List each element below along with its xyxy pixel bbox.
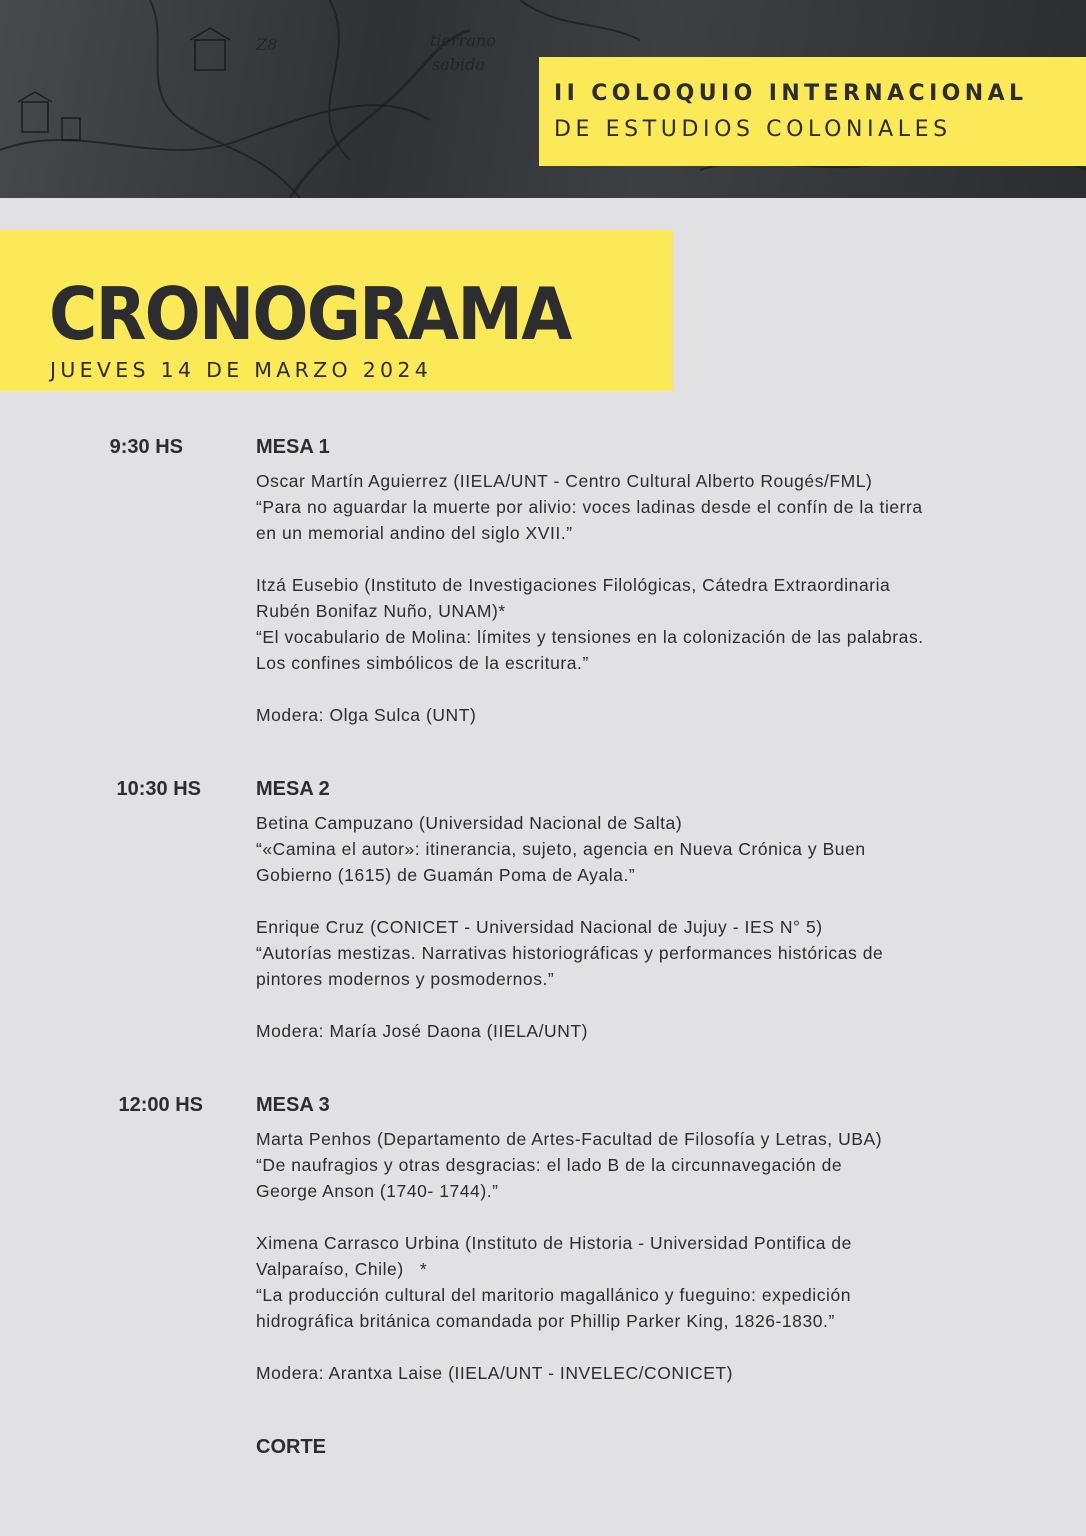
event-title-line-1: II COLOQUIO INTERNACIONAL (554, 81, 1028, 106)
schedule-heading (0, 230, 673, 391)
talk-speaker: Itzá Eusebio (Instituto de Investigaciones Filológicas, Cátedra Extraordinaria (256, 575, 891, 595)
session-moderator: Modera: Arantxa Laise (IIELA/UNT - INVELEC/CONICET) (256, 1363, 734, 1383)
talk-paper: “Para no aguardar la muerte por alivio: voces ladinas desde el confín de la tierra (256, 497, 923, 517)
talk-entry (256, 572, 1036, 676)
talk-entry (256, 914, 1036, 992)
talk-speaker: Enrique Cruz (CONICET - Universidad Nacional de Jujuy - IES N° 5) (256, 917, 823, 937)
session-time: 12:00 HS (118, 1094, 203, 1116)
break-label: CORTE (256, 1436, 326, 1458)
session-details (256, 810, 1036, 1044)
session-details (256, 468, 1036, 728)
session-title: MESA 1 (256, 436, 330, 458)
talk-paper: Los confines simbólicos de la escritura.” (256, 653, 589, 673)
talk-paper: hidrográfica británica comandada por Phillip Parker King, 1826-1830.” (256, 1311, 835, 1331)
session-time: 10:30 HS (116, 778, 201, 800)
talk-paper: “«Camina el autor»: itinerancia, sujeto, agencia en Nueva Crónica y Buen (256, 839, 866, 859)
talk-paper: “Autorías mestizas. Narrativas historiográficas y performances históricas de (256, 943, 884, 963)
session-moderator: Modera: María José Daona (IIELA/UNT) (256, 1021, 588, 1041)
talk-entry (256, 810, 1036, 888)
talk-entry (256, 1126, 1036, 1204)
page-title: CRONOGRAMA (49, 272, 571, 357)
talk-speaker: Ximena Carrasco Urbina (Instituto de Historia - Universidad Pontifica de (256, 1233, 852, 1253)
session-time: 9:30 HS (109, 436, 183, 458)
talk-speaker: Oscar Martín Aguierrez (IIELA/UNT - Centro Cultural Alberto Rougés/FML) (256, 471, 873, 491)
talk-paper: “De naufragios y otras desgracias: el lado B de la circunnavegación de (256, 1155, 843, 1175)
talk-speaker: Rubén Bonifaz Nuño, UNAM)* (256, 601, 506, 621)
talk-paper: George Anson (1740- 1744).” (256, 1181, 499, 1201)
svg-text:Z8: Z8 (256, 35, 278, 54)
session-title: MESA 3 (256, 1094, 330, 1116)
svg-text:tierrano: tierrano (430, 31, 496, 50)
session-moderator: Modera: Olga Sulca (UNT) (256, 705, 477, 725)
talk-paper: pintores modernos y posmodernos.” (256, 969, 555, 989)
talk-speaker: Betina Campuzano (Universidad Nacional de Salta) (256, 813, 683, 833)
talk-paper: “El vocabulario de Molina: límites y tensiones en la colonización de las palabras. (256, 627, 924, 647)
talk-paper: “La producción cultural del maritorio magallánico y fueguino: expedición (256, 1285, 852, 1305)
talk-speaker: Marta Penhos (Departamento de Artes-Facultad de Filosofía y Letras, UBA) (256, 1129, 883, 1149)
talk-speaker: Valparaíso, Chile) * (256, 1259, 428, 1279)
session-details (256, 1126, 1036, 1386)
header-banner (0, 0, 1086, 198)
talk-paper: Gobierno (1615) de Guamán Poma de Ayala.” (256, 865, 636, 885)
svg-text:sabida: sabida (432, 55, 485, 74)
session-title: MESA 2 (256, 778, 330, 800)
talk-paper: en un memorial andino del siglo XVII.” (256, 523, 573, 543)
talk-entry (256, 1230, 1036, 1334)
event-date: JUEVES 14 DE MARZO 2024 (50, 358, 433, 382)
talk-entry (256, 468, 1036, 546)
event-title-line-2: DE ESTUDIOS COLONIALES (554, 117, 952, 142)
event-title-box (539, 57, 1086, 166)
